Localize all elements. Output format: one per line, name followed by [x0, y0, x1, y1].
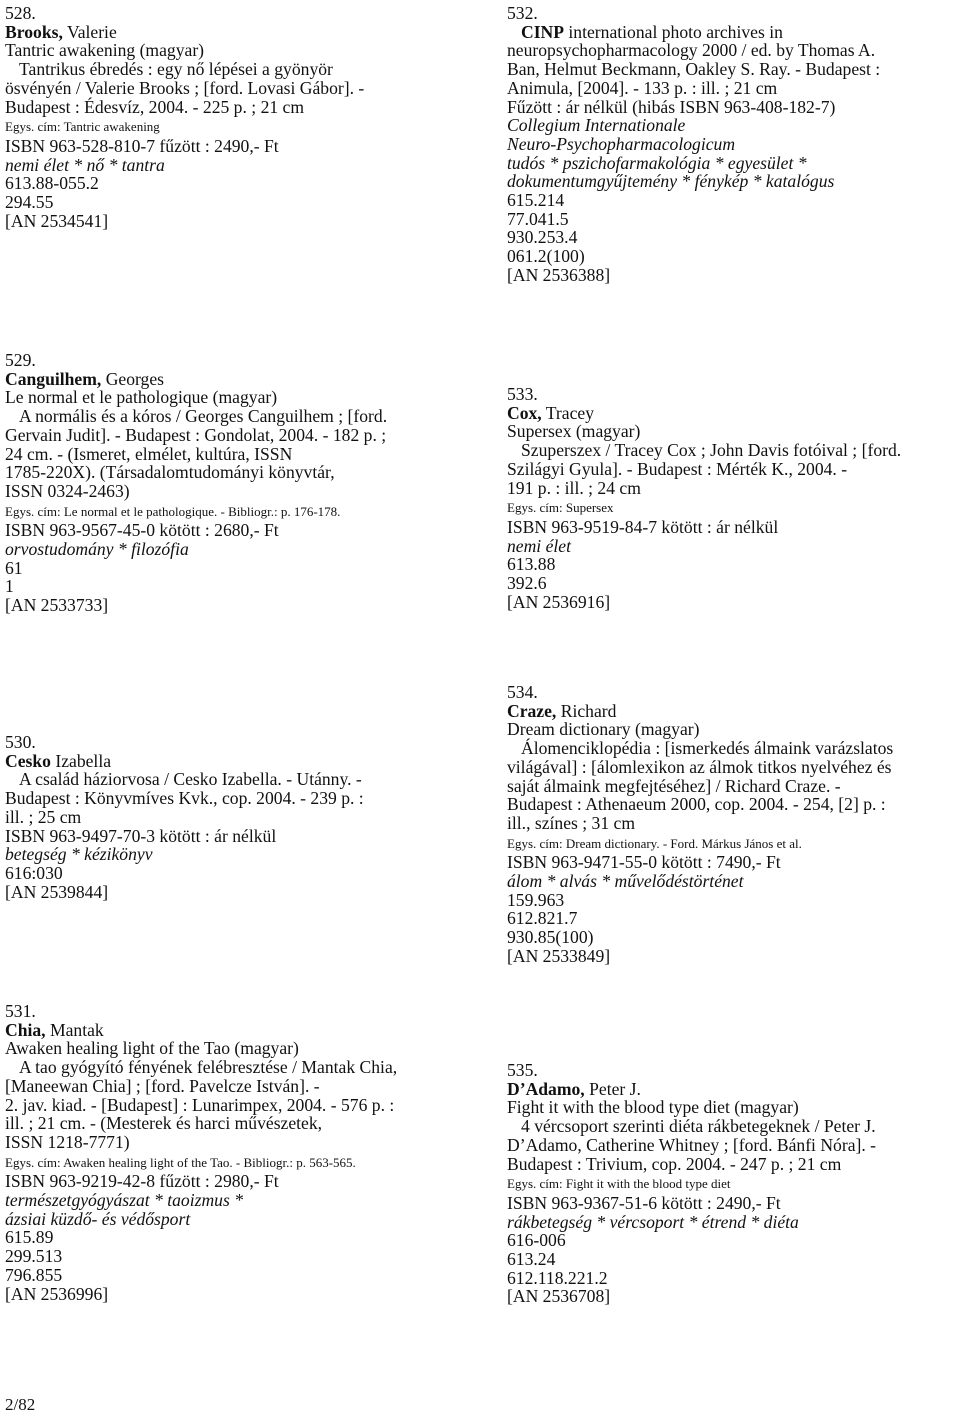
line-text: Tantrikus ébredés : egy nő lépései a gyönyör [19, 59, 333, 80]
entry-line [5, 116, 475, 137]
entry-line [5, 212, 475, 231]
entry-line [507, 1231, 957, 1250]
line-text: A család háziorvosa / Cesko Izabella. - Utánny. - [19, 769, 362, 790]
line-text: 392.6 [507, 573, 547, 594]
line-text: 930.85(100) [507, 927, 594, 948]
entry-line [507, 116, 957, 135]
line-text: Dream dictionary (magyar) [507, 719, 700, 740]
entry-line [5, 577, 475, 596]
line-text: 532. [507, 3, 538, 23]
line-text: international photo archives in [564, 21, 783, 42]
entry-line [507, 154, 957, 173]
entry-line [5, 864, 475, 883]
line-text: 613.88-055.2 [5, 173, 99, 194]
author-surname: Cox, [507, 402, 542, 423]
line-text: Budapest : Édesvíz, 2004. - 225 p. ; 21 cm [5, 96, 305, 117]
entry-line [507, 853, 957, 872]
subject-terms: ázsiai küzdő- és védősport [5, 1208, 191, 1229]
line-text: Animula, [2004]. - 133 p. : ill. ; 21 cm [507, 77, 778, 98]
entry-line [5, 789, 475, 808]
line-text: 533. [507, 384, 538, 404]
line-text: 2. jav. kiad. - [Budapest] : Lunarimpex, 2004. - 576 p. : [5, 1094, 395, 1115]
line-text: Tantric awakening (magyar) [5, 40, 205, 61]
entry-line [507, 1098, 957, 1117]
line-text: 796.855 [5, 1264, 63, 1285]
catalog-entry-531 [5, 1002, 475, 1303]
entry-line [5, 463, 475, 482]
entry-line [5, 1285, 475, 1304]
entry-line [507, 758, 957, 777]
line-text: [AN 2533849] [507, 945, 611, 966]
entry-line [507, 1287, 957, 1306]
line-text: Peter J. [584, 1078, 641, 1099]
line-text: ISBN 963-528-810-7 fűzött : 2490,- Ft [5, 135, 279, 156]
entry-line [5, 41, 475, 60]
page-number: 2/82 [5, 1395, 36, 1414]
entry-line [507, 1136, 957, 1155]
line-text: 61 [5, 557, 23, 578]
entry-line [5, 174, 475, 193]
entry-number [507, 683, 957, 702]
line-text: Fűzött : ár nélkül (hibás ISBN 963-408-182-7) [507, 96, 836, 117]
catalog-entry-528 [5, 4, 475, 230]
line-text: 612.118.221.2 [507, 1267, 608, 1288]
line-text: ill., színes ; 31 cm [507, 812, 636, 833]
line-text: ISBN 963-9519-84-7 kötött : ár nélkül [507, 516, 779, 537]
entry-line [5, 1039, 475, 1058]
entry-line [5, 752, 475, 771]
author-surname: Cesko [5, 750, 51, 771]
author-surname: Chia, [5, 1019, 46, 1040]
line-text: Gervain Judit]. - Budapest : Gondolat, 2004. - 182 p. ; [5, 424, 387, 445]
line-text: Richard [556, 700, 617, 721]
entry-line [5, 845, 475, 864]
entry-line [5, 1152, 475, 1173]
line-text: A tao gyógyító fényének felébresztése / Mantak Chia, [19, 1057, 398, 1078]
entry-line [507, 814, 957, 833]
entry-line [5, 23, 475, 42]
entry-line [507, 702, 957, 721]
subject-terms: Neuro-Psychopharmacologicum [507, 133, 736, 154]
entry-line [507, 1155, 957, 1174]
line-text: Budapest : Athenaeum 2000, cop. 2004. - 254, [2] p. : [507, 794, 886, 815]
line-text: 528. [5, 3, 36, 23]
note-text: Egys. cím: Le normal et le pathologique. - Bibliogr.: p. 176-178. [5, 503, 341, 519]
line-text: D’Adamo, Catherine Whitney ; [ford. Bánfi Nóra]. - [507, 1134, 877, 1155]
line-text: 1 [5, 576, 14, 597]
entry-line [507, 574, 957, 593]
line-text: Fight it with the blood type diet (magyar) [507, 1097, 799, 1118]
catalog-entry-535 [507, 1061, 957, 1306]
entry-line [507, 947, 957, 966]
entry-number [5, 4, 475, 23]
entry-line [5, 540, 475, 559]
line-text: [AN 2536708] [507, 1286, 611, 1307]
line-text: [Maneewan Chia] ; [ford. Pavelcze István]. - [5, 1075, 320, 1096]
line-text: 159.963 [507, 889, 565, 910]
line-text: Ban, Helmut Beckmann, Oakley S. Ray. - Budapest : [507, 59, 881, 80]
entry-line [5, 827, 475, 846]
line-text: 616:030 [5, 862, 63, 883]
entry-line [507, 23, 957, 42]
entry-line [507, 228, 957, 247]
line-text: Álomenciklopédia : [ismerkedés álmaink varázslatos [521, 738, 894, 759]
subject-terms: álom * alvás * művelődéstörténet [507, 871, 744, 892]
line-text: A normális és a kóros / Georges Canguilhem ; [ford. [19, 406, 388, 427]
entry-line [507, 795, 957, 814]
subject-terms: nemi élet [507, 535, 571, 556]
line-text: 299.513 [5, 1246, 63, 1267]
subject-terms: tudós * pszichofarmakológia * egyesület * [507, 152, 807, 173]
line-text: Tracey [541, 402, 594, 423]
line-text: ISBN 963-9471-55-0 kötött : 7490,- Ft [507, 852, 781, 873]
entry-line [507, 1250, 957, 1269]
entry-line [5, 596, 475, 615]
line-text: 191 p. : ill. ; 24 cm [507, 477, 641, 498]
entry-line [5, 521, 475, 540]
entry-line [5, 1266, 475, 1285]
note-text: Egys. cím: Dream dictionary. - Ford. Márkus János et al. [507, 835, 802, 851]
entry-number [5, 1002, 475, 1021]
entry-line [507, 247, 957, 266]
line-text: 1785-220X). (Társadalomtudományi könyvtár, [5, 462, 335, 483]
line-text: 061.2(100) [507, 246, 585, 267]
subject-terms: dokumentumgyűjtemény * fénykép * katalógus [507, 171, 835, 192]
entry-line [507, 720, 957, 739]
entry-line [507, 41, 957, 60]
line-text: 613.24 [507, 1249, 556, 1270]
entry-number [507, 4, 957, 23]
entry-line [5, 808, 475, 827]
line-text: [AN 2536916] [507, 591, 611, 612]
entry-line [5, 1077, 475, 1096]
line-text: [AN 2536996] [5, 1283, 109, 1304]
entry-line [507, 172, 957, 191]
note-text: Egys. cím: Fight it with the blood type diet [507, 1176, 731, 1192]
line-text: Budapest : Trivium, cop. 2004. - 247 p. ; 21 cm [507, 1153, 842, 1174]
entry-line [5, 482, 475, 501]
line-text: 930.253.4 [507, 227, 578, 248]
entry-line [507, 555, 957, 574]
entry-line [507, 60, 957, 79]
entry-line [507, 479, 957, 498]
line-text: Mantak [45, 1019, 104, 1040]
entry-line [5, 559, 475, 578]
line-text: ISBN 963-9497-70-3 kötött : ár nélkül [5, 825, 277, 846]
entry-line [507, 891, 957, 910]
entry-line [5, 1247, 475, 1266]
subject-terms: rákbetegség * vércsoport * étrend * diéta [507, 1211, 799, 1232]
subject-terms: betegség * kézikönyv [5, 844, 153, 865]
catalog-entry-532 [507, 4, 957, 285]
entry-line [507, 1117, 957, 1136]
line-text: [AN 2534541] [5, 210, 109, 231]
entry-line [5, 1133, 475, 1152]
note-text: Egys. cím: Tantric awakening [5, 119, 160, 135]
line-text: 530. [5, 732, 36, 752]
entry-line [507, 460, 957, 479]
line-text: 24 cm. - (Ismeret, elmélet, kultúra, ISSN [5, 443, 293, 464]
line-text: ISSN 1218-7771) [5, 1131, 130, 1152]
entry-line [5, 407, 475, 426]
entry-line [5, 156, 475, 175]
catalog-entry-529 [5, 351, 475, 615]
entry-line [5, 1096, 475, 1115]
entry-line [5, 388, 475, 407]
entry-line [507, 593, 957, 612]
entry-line [507, 928, 957, 947]
entry-line [507, 497, 957, 518]
entry-number [507, 1061, 957, 1080]
entry-line [5, 1191, 475, 1210]
entry-line [507, 210, 957, 229]
entry-line [507, 1080, 957, 1099]
line-text: 4 vércsoport szerinti diéta rákbetegeknek / Peter J. [521, 1116, 876, 1137]
line-text: [AN 2539844] [5, 881, 109, 902]
subject-terms: természetgyógyászat * taoizmus * [5, 1190, 243, 1211]
line-text: 616-006 [507, 1230, 566, 1251]
entry-line [5, 1021, 475, 1040]
line-text: 77.041.5 [507, 208, 569, 229]
line-text: 615.89 [5, 1227, 54, 1248]
subject-terms: orvostudomány * filozófia [5, 539, 189, 560]
line-text: ISBN 963-9367-51-6 kötött : 2490,- Ft [507, 1192, 781, 1213]
subject-terms: Collegium Internationale [507, 115, 686, 136]
line-text: ill. ; 21 cm. - (Mesterek és harci művészetek, [5, 1113, 323, 1134]
line-text: 535. [507, 1060, 538, 1080]
entry-line [507, 909, 957, 928]
entry-line [5, 445, 475, 464]
line-text: Georges [101, 368, 165, 389]
line-text: neuropsychopharmacology 2000 / ed. by Thomas A. [507, 40, 876, 61]
entry-number [507, 385, 957, 404]
line-text: 531. [5, 1001, 36, 1021]
author-surname: Brooks, [5, 21, 63, 42]
entry-line [5, 770, 475, 789]
entry-number [5, 733, 475, 752]
line-text: [AN 2533733] [5, 595, 109, 616]
entry-line [507, 79, 957, 98]
entry-line [507, 872, 957, 891]
line-text: Budapest : Könyvmíves Kvk., cop. 2004. - 239 p. : [5, 788, 364, 809]
line-text: Valerie [62, 21, 117, 42]
author-surname: CINP [521, 21, 565, 42]
entry-line [507, 1194, 957, 1213]
author-surname: D’Adamo, [507, 1078, 585, 1099]
entry-line [5, 370, 475, 389]
line-text: Awaken healing light of the Tao (magyar) [5, 1038, 299, 1059]
entry-line [507, 1173, 957, 1194]
entry-line [5, 1228, 475, 1247]
catalog-entry-530 [5, 733, 475, 901]
entry-line [507, 537, 957, 556]
catalog-entry-533 [507, 385, 957, 611]
entry-line [5, 137, 475, 156]
entry-line [5, 501, 475, 522]
line-text: Supersex (magyar) [507, 421, 641, 442]
entry-line [5, 79, 475, 98]
entry-line [5, 1210, 475, 1229]
entry-line [5, 60, 475, 79]
entry-line [507, 404, 957, 423]
entry-line [507, 422, 957, 441]
line-text: 529. [5, 350, 36, 370]
line-text: Izabella [50, 750, 112, 771]
line-text: Szilágyi Gyula]. - Budapest : Mérték K., 2004. - [507, 458, 848, 479]
entry-line [5, 98, 475, 117]
subject-terms: nemi élet * nő * tantra [5, 154, 165, 175]
line-text: ISBN 963-9567-45-0 kötött : 2680,- Ft [5, 520, 279, 541]
note-text: Egys. cím: Supersex [507, 500, 614, 516]
line-text: 294.55 [5, 192, 54, 213]
line-text: 613.88 [507, 554, 556, 575]
entry-line [5, 193, 475, 212]
entry-line [507, 135, 957, 154]
line-text: Szuperszex / Tracey Cox ; John Davis fotóival ; [ford. [521, 440, 902, 461]
line-text: [AN 2536388] [507, 264, 611, 285]
author-surname: Canguilhem, [5, 368, 102, 389]
entry-number [5, 351, 475, 370]
entry-line [5, 1058, 475, 1077]
line-text: 534. [507, 682, 538, 702]
note-text: Egys. cím: Awaken healing light of the Tao. - Bibliogr.: p. 563-565. [5, 1154, 356, 1170]
entry-line [507, 266, 957, 285]
line-text: saját álmaink megfejtéséhez] / Richard Craze. - [507, 775, 841, 796]
entry-line [5, 1172, 475, 1191]
author-surname: Craze, [507, 700, 557, 721]
entry-line [507, 833, 957, 854]
entry-line [507, 1213, 957, 1232]
line-text: 615.214 [507, 190, 565, 211]
line-text: Le normal et le pathologique (magyar) [5, 387, 278, 408]
line-text: ösvényén / Valerie Brooks ; [ford. Lovasi Gábor]. - [5, 77, 365, 98]
entry-line [507, 518, 957, 537]
entry-line [5, 426, 475, 445]
line-text: 612.821.7 [507, 908, 578, 929]
entry-line [507, 1269, 957, 1288]
entry-line [507, 441, 957, 460]
entry-line [5, 883, 475, 902]
line-text: világával] : [álomlexikon az álmok titkos nyelvéhez és [507, 756, 892, 777]
line-text: ISBN 963-9219-42-8 fűzött : 2980,- Ft [5, 1171, 279, 1192]
entry-line [507, 739, 957, 758]
entry-line [507, 191, 957, 210]
entry-line [5, 1114, 475, 1133]
catalog-entry-534 [507, 683, 957, 966]
line-text: ISSN 0324-2463) [5, 480, 130, 501]
entry-line [507, 98, 957, 117]
line-text: ill. ; 25 cm [5, 806, 82, 827]
entry-line [507, 777, 957, 796]
